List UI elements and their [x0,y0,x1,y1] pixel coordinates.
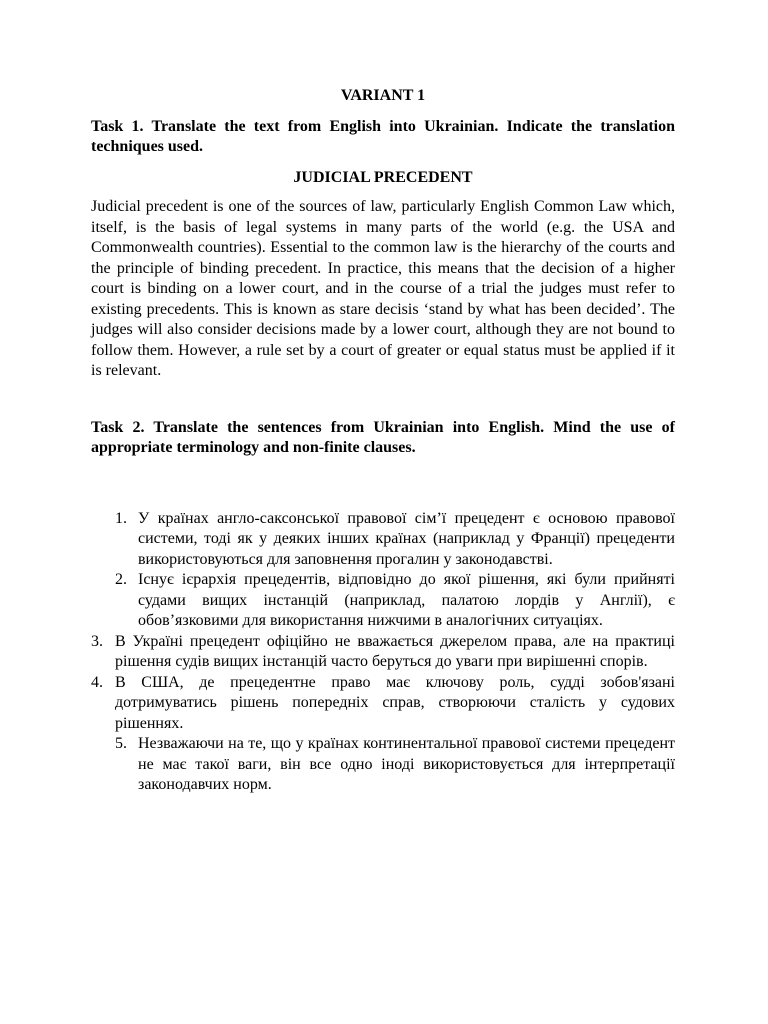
list-item [91,632,675,673]
list-item [91,734,675,796]
list-item [91,509,675,571]
document-page [91,86,675,796]
list-item-number: 1. [115,509,127,527]
list-item-number: 3. [91,632,103,650]
list-item-number: 2. [115,571,127,588]
list-item-text: В Україні прецедент офіційно не вважається джерелом права, але на практиці рішення судів вищих інстанцій часто беруться до уваги при вирішенні спорів. [115,632,675,670]
task2-heading: Task 2. Translate the sentences from Ukrainian into English. Mind the use of appropriate terminology and non-finite clauses. [91,418,675,456]
list-item-text: Існує ієрархія прецедентів, відповідно до якої рішення, які були прийняті судами вищих інстанцій (наприклад, палатою лордів у Англії), є обов’язковими для використання нижчими в аналогічних ситуаціях. [138,571,675,629]
variant-title: VARIANT 1 [340,87,426,104]
list-item-number: 5. [115,735,127,752]
list-item-text: У країнах англо-саксонської правової сім’ї прецедент є основою правової системи, тоді як у деяких інших країнах (наприклад у Франції) прецеденти використовуються для заповнення прогалин у законодавстві. [138,509,675,568]
list-item [91,570,675,632]
list-item-text: В США, де прецедентне право має ключову роль, судді зобов'язані дотримуватись рішень попередніх справ, створюючи сталість у судових рішеннях. [115,673,675,732]
task1-heading: Task 1. Translate the text from English into Ukrainian. Indicate the translation techniques used. [91,117,675,155]
task1-text: Judicial precedent is one of the sources of law, particularly English Common Law which, itself, is the basis of legal systems in many parts of the world (e.g. the USA and Commonwealth countries). Essential to the common law is the hierarchy of the courts and the principle of binding precedent. In practice, this means that the decision of a higher court is binding on a lower court, and in the course of a trial the judges must refer to existing precedents. This is known as stare decisis ‘stand by what has been decided’. The judges will also consider decisions made by a lower court, although they are not bound to follow them. However, a rule set by a court of greater or equal status must be applied if it is relevant. [91,198,675,379]
list-item-number: 4. [91,673,103,691]
sentence-list [91,509,675,796]
list-item [91,673,675,735]
section-title: JUDICIAL PRECEDENT [293,168,473,186]
list-item-text: Незважаючи на те, що у країнах континентальної правової системи прецедент не має такої ваги, він все одно іноді використовується для інтерпретації законодавчих норм. [138,735,675,793]
